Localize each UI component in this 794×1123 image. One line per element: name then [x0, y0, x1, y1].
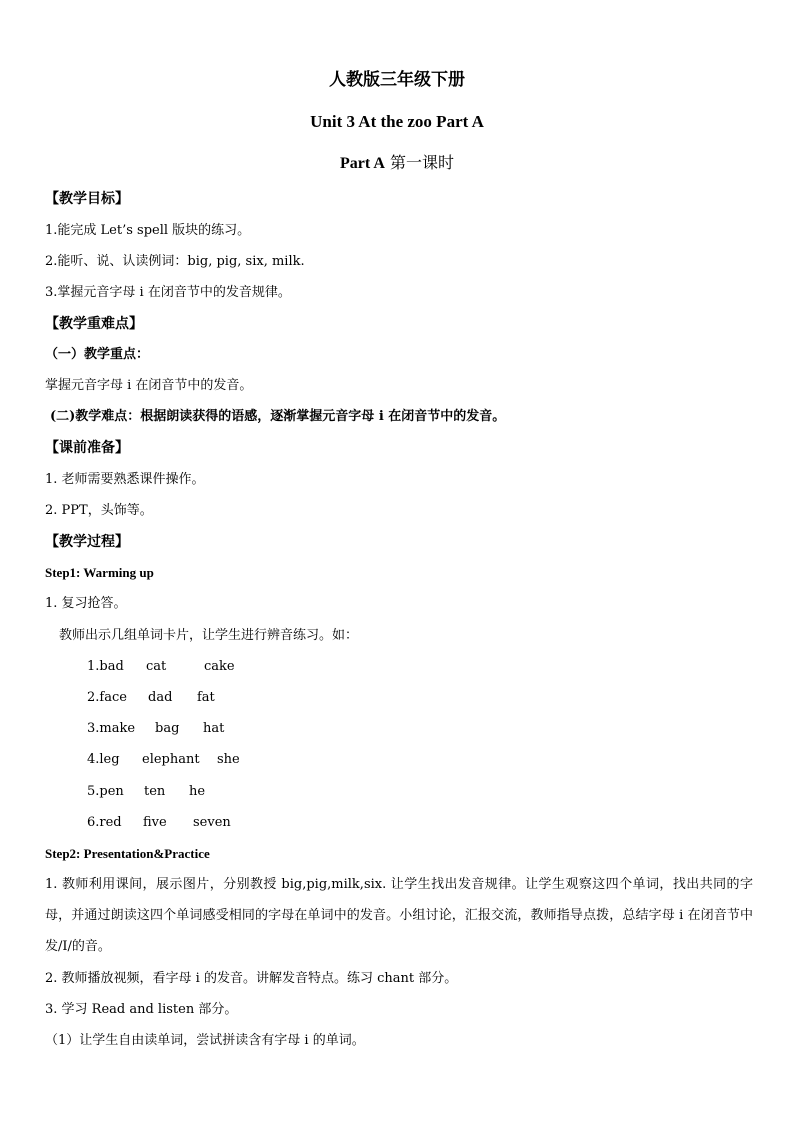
difficult-point: (二)教学难点：根据朗读获得的语感，逐渐掌握元音字母 i 在闭音节中的发音。	[50, 409, 506, 424]
word-cell: seven	[193, 815, 231, 830]
step1-item-1: 1. 复习抢答。	[45, 596, 127, 611]
word-cell: 4.leg	[87, 752, 120, 767]
step2-paragraph-3: 3. 学习 Read and listen 部分。	[45, 1002, 238, 1017]
word-row-3	[87, 720, 224, 738]
word-row-1	[87, 658, 235, 676]
word-cell: bag	[155, 721, 180, 736]
word-cell: 6.red	[87, 815, 122, 830]
key-point-text: 掌握元音字母 i 在闭音节中的发音。	[45, 378, 253, 393]
word-cell: hat	[203, 721, 225, 736]
objective-item-1: 1.能完成 Let’s spell 版块的练习。	[45, 223, 251, 238]
preparation-item-1: 1. 老师需要熟悉课件操作。	[45, 472, 205, 487]
word-cell: 1.bad	[87, 659, 124, 674]
unit-title: Unit 3 At the zoo Part A	[310, 112, 484, 131]
word-cell: fat	[197, 690, 215, 705]
word-cell: he	[189, 784, 206, 799]
word-row-2	[87, 689, 215, 707]
word-row-4	[87, 751, 240, 769]
word-cell: five	[143, 815, 167, 830]
word-cell: dad	[148, 690, 173, 705]
word-cell: 2.face	[87, 690, 127, 705]
step2-paragraph-4: （1）让学生自由读单词，尝试拼读含有字母 i 的单词。	[45, 1033, 365, 1048]
step1-intro: 教师出示几组单词卡片，让学生进行辨音练习。如：	[59, 628, 359, 643]
part-title	[0, 151, 794, 176]
step2-title: Step2: Presentation&Practice	[45, 846, 210, 861]
word-cell: cake	[204, 659, 235, 674]
word-cell: 3.make	[87, 721, 136, 736]
objective-item-2: 2.能听、说、认读例词：big, pig, six, milk.	[45, 254, 305, 269]
keypoints-heading: 【教学重难点】	[45, 316, 143, 332]
objective-item-3: 3.掌握元音字母 i 在闭音节中的发音规律。	[45, 285, 291, 300]
word-cell: she	[217, 752, 240, 767]
step2-paragraph-1: 1. 教师利用课间，展示图片，分别教授 big,pig,milk,six. 让学生找出发音规律。让学生观察这四个单词，找出共同的字母，并通过朗读这四个单词感受相同的字母在单词中的发音。小组讨论，汇报交流，教师指导点拨，总结字母 i 在闭音节中发/I/的音。	[45, 877, 753, 954]
word-cell: elephant	[142, 752, 200, 767]
word-cell: ten	[144, 784, 166, 799]
part-title-rest: 第一课时	[384, 153, 454, 172]
preparation-heading: 【课前准备】	[45, 440, 129, 456]
word-cell: 5.pen	[87, 784, 124, 799]
key-point-label: （一）教学重点：	[45, 347, 150, 362]
step2-paragraph-2: 2. 教师播放视频，看字母 i 的发音。讲解发音特点。练习 chant 部分。	[45, 971, 458, 986]
document-title: 人教版三年级下册	[329, 70, 465, 90]
objectives-heading: 【教学目标】	[45, 191, 129, 207]
preparation-item-2: 2. PPT，头饰等。	[45, 503, 153, 518]
word-row-6	[87, 814, 231, 832]
step1-title: Step1: Warming up	[45, 565, 154, 580]
part-title-bold: Part A	[340, 155, 385, 172]
word-row-5	[87, 783, 205, 801]
process-heading: 【教学过程】	[45, 534, 129, 550]
word-cell: cat	[146, 659, 167, 674]
